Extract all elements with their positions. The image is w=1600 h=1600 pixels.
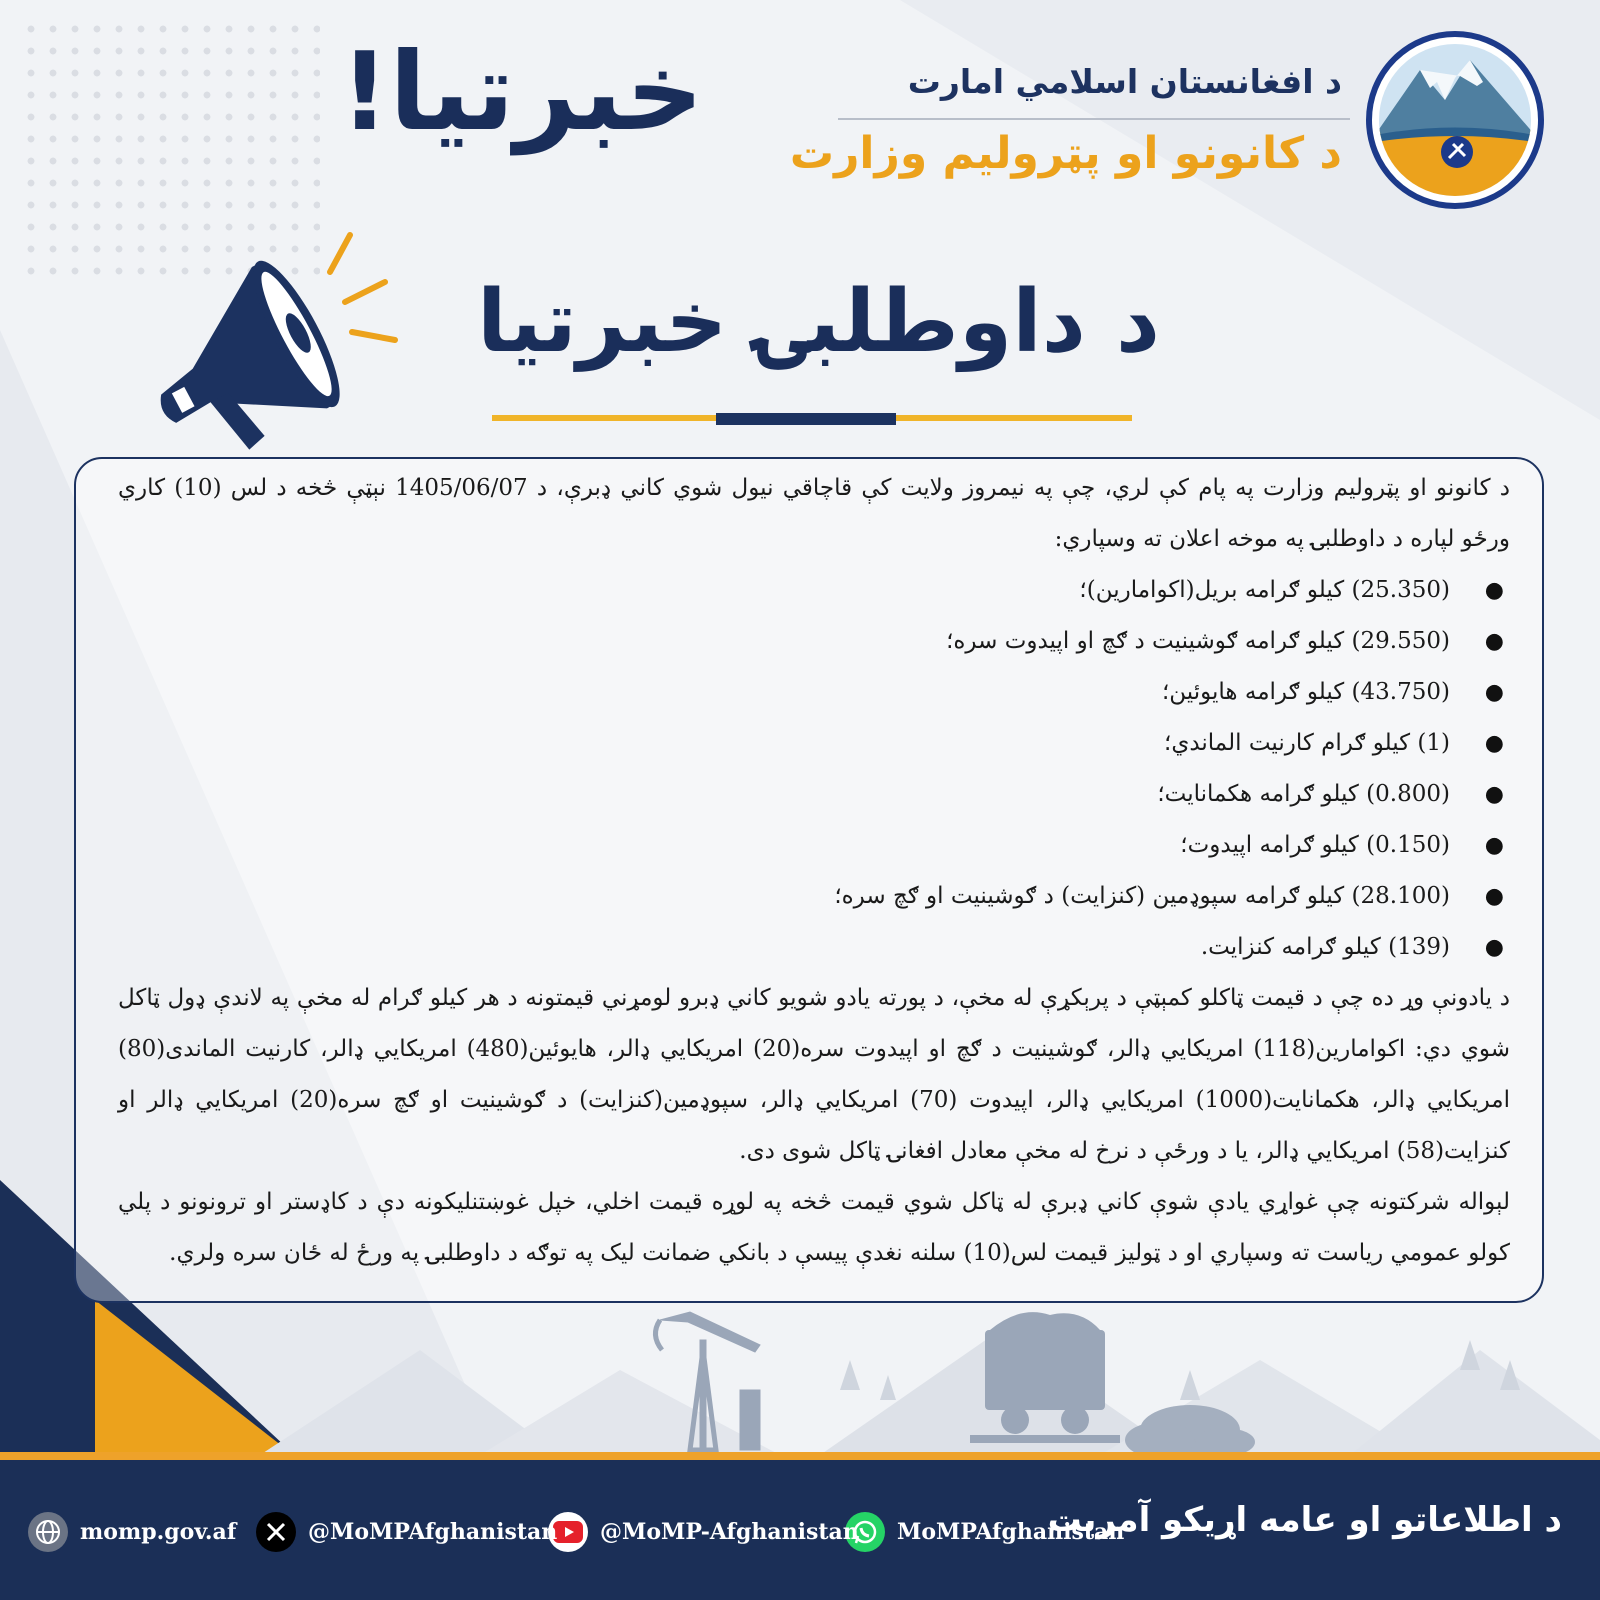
footer-accent — [0, 1452, 1600, 1460]
list-item: ● (0.150) کیلو ګرامه اپیدوت؛ — [1180, 832, 1504, 858]
notice-badge: خبرتیا! — [340, 30, 704, 155]
department-name: د اطلاعاتو او عامه اړیکو آمریت — [1047, 1500, 1562, 1540]
list-item: ● (28.100) کیلو ګرامه سپوډمین (کنزایت) د ګوشینیت او ګچ سره؛ — [834, 883, 1504, 909]
emirate-name: د افغانستان اسلامي امارت — [907, 62, 1342, 101]
youtube-handle: @MoMP-Afghanistan — [600, 1519, 859, 1545]
x-handle: @MoMPAfghanistan — [308, 1519, 558, 1545]
list-item: ● (29.550) کیلو ګرامه ګوشینیت د ګچ او اپیدوت سره؛ — [946, 628, 1504, 654]
pricing-paragraph: د یادونې وړ ده چې د قیمت ټاکلو کمېټې د پرېکړې له مخې، د پورته یادو شویو کاني ډبرو لومړني قیمتونه د هر کیلو ګرام له مخې په لاندې ډول ټاکل شوي دي: اکوامارین(118) امریکایي ډالر، ګوشینیت د ګچ او اپیدوت سره(20) امریکایي ډالر، هایوئین(480) امریکایي ډالر، کارنیت الماندی(80) امریکایي ډالر، هکمانایت(1000) امریکایي ډالر، اپیدوت (70) امریکایي ډالر، سپوډمین(کنزایت) د ګوشینیت او ګچ سره(20) امریکایي ډالر او کنزایت(58) امریکایي ډالر، یا د ورځې د نرخ له مخې معادل افغانۍ ټاکل شوی دی. — [118, 985, 1510, 1164]
footer-bar — [0, 1460, 1600, 1600]
list-item: ● (25.350) کیلو ګرامه بریل(اکوامارین)؛ — [1079, 577, 1504, 603]
mining-scene — [0, 1290, 1600, 1460]
list-item: ● (1) کیلو ګرام کارنیت الماندي؛ — [1164, 730, 1504, 756]
ministry-name: د کانونو او پټرولیم وزارت — [789, 128, 1342, 179]
mineral-list — [118, 565, 1510, 973]
x-link[interactable] — [256, 1512, 557, 1552]
list-item: ● (0.800) کیلو ګرامه هکمانایت؛ — [1157, 781, 1504, 807]
announcement-title: د داوطلبۍ خبرتیا — [477, 272, 1160, 372]
announcement-body — [118, 463, 1510, 1279]
intro-paragraph: د کانونو او پټرولیم وزارت په پام کې لري، چې په نیمروز ولایت کې قاچاقي نیول شوي کاني ډبرې، د 1405/06/07 نېټې څخه د لس (10) کاري ورځو لپاره د داوطلبۍ په موخه اعلان ته وسپاري: — [118, 475, 1510, 552]
website-url: momp.gov.af — [80, 1519, 237, 1545]
megaphone-icon — [140, 230, 410, 470]
conditions-paragraph: لېواله شرکتونه چې غواړي یادې شوې کاني ډبرې له ټاکل شوي قیمت څخه په لوړه قیمت اخلي، خپل غوښتنلیکونه دې د کاډستر او ترونونو د پلي کولو عمومي ریاست ته وسپاري او د ټولیز قیمت لس(10) سلنه نغدې پیسې د بانکي ضمانت لیک په توګه د داوطلبۍ په ورځ له ځان سره ولري. — [118, 1189, 1510, 1266]
ministry-logo — [1365, 30, 1545, 210]
whatsapp-handle: MoMPAfghanistan — [897, 1519, 1125, 1545]
title-underline — [492, 413, 1132, 423]
website-link[interactable] — [28, 1512, 236, 1552]
announcement-card — [74, 457, 1544, 1303]
whatsapp-link[interactable] — [845, 1512, 1124, 1552]
list-item: ● (43.750) کیلو ګرامه هایوئین؛ — [1161, 679, 1504, 705]
list-item: ● (139) کیلو ګرامه کنزایت. — [1200, 934, 1504, 960]
header-divider — [838, 118, 1350, 120]
x-icon — [256, 1512, 296, 1552]
youtube-link[interactable] — [548, 1512, 859, 1552]
globe-icon — [28, 1512, 68, 1552]
